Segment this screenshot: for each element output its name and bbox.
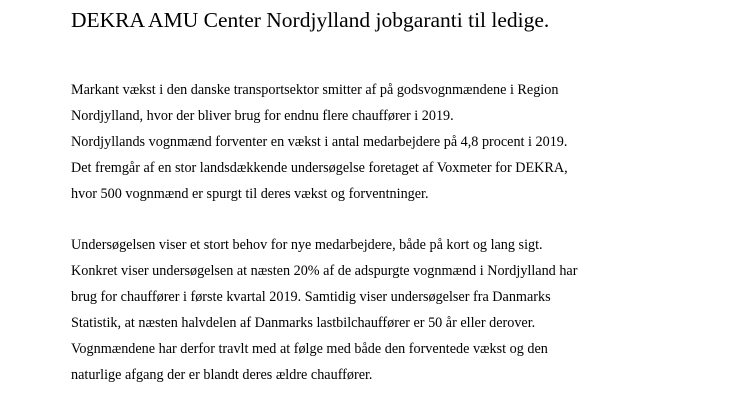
page-title: DEKRA AMU Center Nordjylland jobgaranti til ledige.: [71, 8, 550, 32]
paragraph-survey: [71, 232, 577, 388]
text-line: Konkret viser undersøgelsen at næsten 20% af de adspurgte vognmænd i Nordjylland har: [71, 263, 578, 279]
text-line: Nordjyllands vognmænd forventer en vækst i antal medarbejdere på 4,8 procent i 2019.: [71, 134, 568, 150]
text-line: Vognmændene har derfor travlt med at følge med både den forventede vækst og den: [71, 341, 548, 357]
text-line: Statistik, at næsten halvdelen af Danmarks lastbilchauffører er 50 år eller derover.: [71, 315, 536, 331]
text-line: naturlige afgang der er blandt deres ældre chauffører.: [71, 367, 373, 383]
text-line: brug for chauffører i første kvartal 2019. Samtidig viser undersøgelser fra Danmarks: [71, 289, 551, 305]
text-line: Undersøgelsen viser et stort behov for nye medarbejdere, både på kort og lang sigt.: [71, 237, 543, 253]
text-line: Nordjylland, hvor der bliver brug for endnu flere chauffører i 2019.: [71, 108, 454, 124]
text-line: Markant vækst i den danske transportsektor smitter af på godsvognmændene i Region: [71, 82, 559, 98]
text-line: Det fremgår af en stor landsdækkende undersøgelse foretaget af Voxmeter for DEKRA,: [71, 160, 568, 176]
paragraph-growth: [71, 77, 568, 207]
text-line: hvor 500 vognmænd er spurgt til deres vækst og forventninger.: [71, 186, 429, 202]
